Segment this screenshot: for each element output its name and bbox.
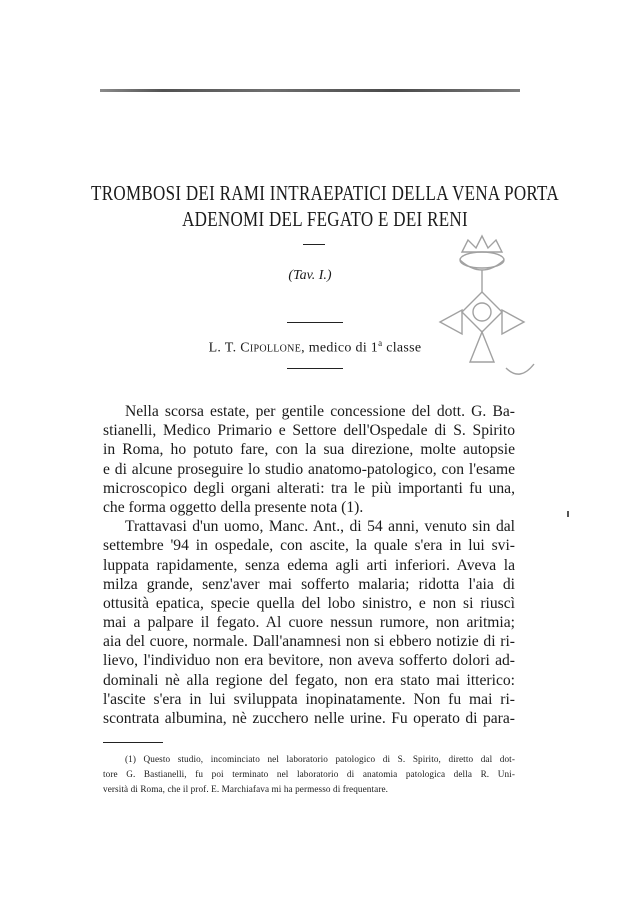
title-divider (303, 244, 325, 245)
body-line: settembre '94 in ospedale, con ascite, la quale s'era in lui svi- (103, 537, 515, 555)
footnote-line: (1) Questo studio, incominciato nel laboratorio patologico di S. Spirito, diretto dal dot- (125, 754, 515, 764)
author-rank-suffix: classe (382, 340, 422, 356)
footnote-line: versità di Roma, che il prof. E. Marchiafava mi ha permesso di frequentare. (103, 784, 389, 794)
footnote (103, 752, 515, 797)
author-name: Cipollone (240, 340, 302, 356)
margin-mark (567, 511, 569, 517)
footnote-rule (103, 742, 163, 743)
library-stamp-icon (432, 232, 542, 392)
body-line: che forma oggetto della presente nota (1). (103, 498, 364, 516)
article-title-line-1: TROMBOSI DEI RAMI INTRAEPATICI DELLA VENA PORTA (91, 181, 559, 205)
author-rule-bottom (287, 368, 343, 369)
body-line: milza grande, senz'aver mai sofferto malaria; ridotta l'aia di (103, 575, 515, 593)
body-line: stianelli, Medico Primario e Settore dell'Ospedale di S. Spirito (103, 422, 515, 440)
article-title-line-2: ADENOMI DEL FEGATO E DEI RENI (182, 207, 468, 231)
body-text (103, 402, 515, 728)
author-rule-top (287, 322, 343, 323)
header-rule (100, 89, 520, 92)
body-line: l'ascite s'era in lui sviluppata inopinatamente. Non fu mai ri- (103, 690, 515, 708)
body-line: lievo, l'individuo non era bevitore, non aveva sofferto dolori ad- (103, 652, 515, 670)
plate-reference: (Tav. I.) (288, 268, 332, 283)
body-line: Trattavasi d'un uomo, Manc. Ant., di 54 anni, venuto sin dal (125, 518, 515, 536)
author-initials: L. T. (208, 340, 237, 356)
author-rank: , medico di 1 (301, 340, 379, 356)
author-rank-superscript: a (378, 338, 383, 348)
body-line: ottusità epatica, specie quella del lobo sinistro, e non si riuscì (103, 594, 515, 612)
footnote-line: tore G. Bastianelli, fu poi terminato nel laboratorio di anatomia patologica della R. Uni- (103, 769, 515, 779)
body-line: aia del cuore, normale. Dall'anamnesi non si ebbero notizie di ri- (103, 633, 515, 651)
body-line: luppata rapidamente, senza edema agli arti inferiori. Aveva la (103, 556, 515, 574)
body-line: in Roma, ho potuto fare, con la sua direzione, molte autopsie (103, 441, 515, 459)
body-line: microscopico degli organi alterati: tra le più importanti fu una, (103, 479, 515, 497)
body-line: dominali nè alla regione del fegato, non era stato mai itterico: (103, 671, 515, 689)
author-line (150, 338, 480, 357)
body-line: scontrata albumina, nè zucchero nelle urine. Fu operato di para- (103, 710, 515, 727)
body-line: mai a palpare il fegato. Al cuore nessun rumore, non aritmia; (103, 614, 515, 632)
body-line: Nella scorsa estate, per gentile concessione del dott. G. Ba- (125, 403, 515, 420)
body-line: e di alcune proseguire lo studio anatomo-patologico, con l'esame (103, 460, 515, 478)
